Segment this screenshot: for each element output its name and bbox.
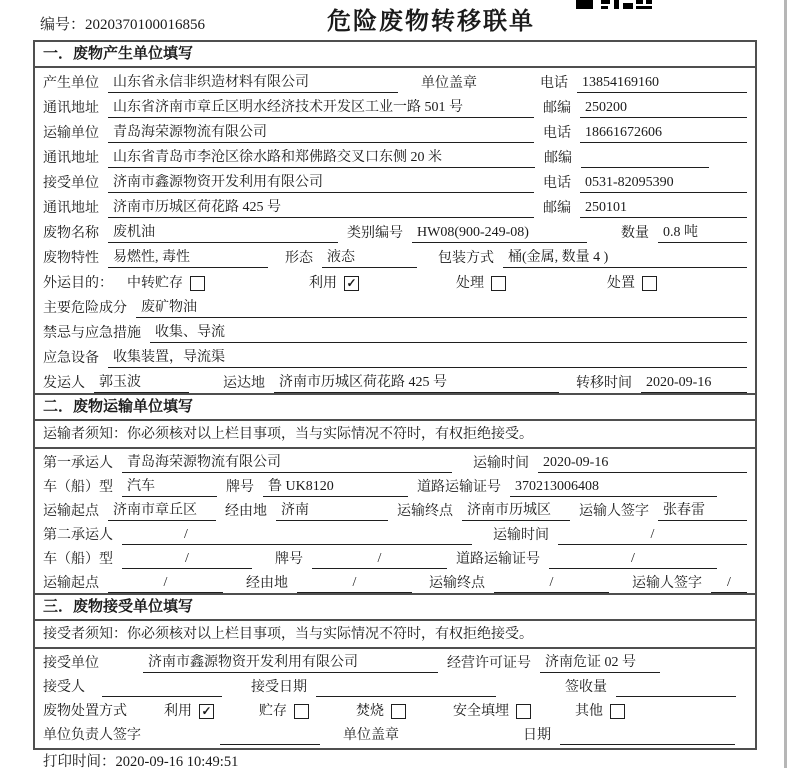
disposal-option-landfill <box>453 703 531 721</box>
carrier2-date-value: / <box>558 526 747 545</box>
route2-end-value: / <box>494 574 609 593</box>
vehicle1-license-value: 370213006408 <box>510 478 717 497</box>
unit-seal-label: 单位盖章 <box>421 76 477 91</box>
hazard-components-row <box>35 293 755 318</box>
field-label: 牌号 <box>275 552 303 567</box>
signature-row <box>35 721 755 745</box>
field-label: 转移时间 <box>576 376 632 391</box>
option-label: 焚烧 <box>356 704 384 719</box>
field-label: 运输终点 <box>397 504 453 519</box>
field-label: 外运目的： <box>43 276 113 291</box>
checkbox-icon <box>294 704 309 719</box>
field-label: 废物特性 <box>43 251 99 266</box>
option-label: 处理 <box>456 276 484 291</box>
receiver-row <box>35 168 755 193</box>
field-label: 运输时间 <box>473 456 529 471</box>
purpose-option-dispose <box>607 275 657 293</box>
carrier1-name-value: 青岛海荣源物流有限公司 <box>122 454 452 473</box>
field-label: 道路运输证号 <box>417 480 501 495</box>
destination-value: 济南市历城区荷花路 425 号 <box>274 374 559 393</box>
section2-heading: 二．废物运输单位填写 <box>35 393 755 421</box>
option-label: 其他 <box>575 704 603 719</box>
transporter-phone-value: 18661672606 <box>580 124 747 143</box>
route1-row <box>35 497 755 521</box>
field-label: 接受人 <box>43 680 85 695</box>
option-label: 利用 <box>164 704 192 719</box>
checkbox-checked-icon: ✓ <box>199 704 214 719</box>
waste-form-value: 液态 <box>322 249 417 268</box>
field-label: 发运人 <box>43 376 85 391</box>
emergency-equipment-value: 收集装置，导流渠 <box>108 349 747 368</box>
carrier2-name-value: / <box>122 526 472 545</box>
producer-phone-value: 13854169160 <box>577 74 747 93</box>
field-label: 日期 <box>523 728 551 743</box>
field-label: 道路运输证号 <box>456 552 540 567</box>
field-label: 通讯地址 <box>43 101 99 116</box>
transporter-name-value: 青岛海荣源物流有限公司 <box>108 124 534 143</box>
vehicle1-type-value: 汽车 <box>122 478 217 497</box>
dispatch-row <box>35 368 755 393</box>
unit-seal-label: 单位盖章 <box>343 728 399 743</box>
route1-signature-value: 张春雷 <box>658 502 747 521</box>
hazard-components-value: 废矿物油 <box>136 299 747 318</box>
field-label: 邮编 <box>543 101 572 116</box>
option-label: 贮存 <box>259 704 287 719</box>
route1-origin-value: 济南市章丘区 <box>108 502 216 521</box>
checkbox-icon <box>491 276 506 291</box>
responsible-signature-value <box>220 727 320 745</box>
field-label: 经营许可证号 <box>447 656 531 671</box>
transporter-zip-value <box>581 150 709 168</box>
field-label: 第一承运人 <box>43 456 113 471</box>
purpose-option-use <box>309 275 359 293</box>
field-label: 类别编号 <box>347 226 403 241</box>
carrier1-row <box>35 449 755 473</box>
field-label: 第二承运人 <box>43 528 113 543</box>
vehicle2-type-value: / <box>122 550 252 569</box>
purpose-option-storage <box>127 275 205 293</box>
option-label: 利用 <box>309 276 337 291</box>
field-label: 接受日期 <box>251 680 307 695</box>
option-label: 中转贮存 <box>127 276 183 291</box>
field-label: 通讯地址 <box>43 201 99 216</box>
field-label: 运输起点 <box>43 576 99 591</box>
receiver-phone-value: 0531-82095390 <box>580 174 747 193</box>
vehicle1-plate-value: 鲁 UK8120 <box>263 478 408 497</box>
producer-address-value: 山东省济南市章丘区明水经济技术开发区工业一路 501 号 <box>108 99 534 118</box>
field-label: 废物名称 <box>43 226 99 241</box>
purpose-option-treat <box>456 275 506 293</box>
manifest-form <box>33 40 757 750</box>
waste-name-row <box>35 218 755 243</box>
field-label: 产生单位 <box>43 76 99 91</box>
waste-code-value: HW08(900-249-08) <box>412 224 587 243</box>
vehicle2-row <box>35 545 755 569</box>
producer-zip-value: 250200 <box>580 99 747 118</box>
qr-code-fragment <box>576 0 652 10</box>
route2-via-value: / <box>297 574 412 593</box>
field-label: 形态 <box>285 251 313 266</box>
field-label: 废物处置方式 <box>43 704 127 719</box>
route1-end-value: 济南市历城区 <box>462 502 570 521</box>
serial-label: 编号： <box>40 17 86 33</box>
emergency-equipment-row <box>35 343 755 368</box>
carrier1-date-value: 2020-09-16 <box>538 454 747 473</box>
field-label: 接受单位 <box>43 656 99 671</box>
print-time-value: 2020-09-16 10:49:51 <box>115 754 239 768</box>
receiver-name-value: 济南市鑫源物资开发利用有限公司 <box>108 174 534 193</box>
emergency-measures-row <box>35 318 755 343</box>
section3-heading: 三．废物接受单位填写 <box>35 593 755 621</box>
option-label: 处置 <box>607 276 635 291</box>
field-label: 电话 <box>543 126 572 141</box>
waste-traits-row <box>35 243 755 268</box>
producer-name-value: 山东省永信非织造材料有限公司 <box>108 74 398 93</box>
sign-date-value <box>560 727 735 745</box>
transporter-address-value: 山东省青岛市李沧区徐水路和郑佛路交叉口东侧 20 米 <box>108 149 535 168</box>
field-label: 运输起点 <box>43 504 99 519</box>
accept-person-row <box>35 673 755 697</box>
field-label: 应急设备 <box>43 351 99 366</box>
transfer-purpose-row <box>35 268 755 293</box>
field-label: 电话 <box>540 76 568 91</box>
receiver-notice: 接受者须知：你必须核对以上栏目事项，当与实际情况不符时，有权拒绝接受。 <box>35 621 755 649</box>
field-label: 接受单位 <box>43 176 99 191</box>
waste-quantity-value: 0.8 吨 <box>658 224 747 243</box>
print-time-label: 打印时间： <box>43 754 116 768</box>
waste-packaging-value: 桶(金属, 数量 4 ) <box>503 249 747 268</box>
field-label: 经由地 <box>225 504 267 519</box>
option-label: 安全填埋 <box>453 704 509 719</box>
route1-via-value: 济南 <box>276 502 388 521</box>
checkbox-icon <box>391 704 406 719</box>
carrier2-row <box>35 521 755 545</box>
dispatcher-value: 郭玉波 <box>94 374 189 393</box>
section1-heading: 一．废物产生单位填写 <box>35 42 755 68</box>
field-label: 邮编 <box>543 201 572 216</box>
transporter-notice: 运输者须知：你必须核对以上栏目事项，当与实际情况不符时，有权拒绝接受。 <box>35 421 755 449</box>
producer-address-row <box>35 93 755 118</box>
vehicle1-row <box>35 473 755 497</box>
field-label: 牌号 <box>226 480 254 495</box>
field-label: 单位负责人签字 <box>43 728 141 743</box>
field-label: 运输时间 <box>493 528 549 543</box>
field-label: 邮编 <box>543 151 572 166</box>
route2-origin-value: / <box>108 574 223 593</box>
checkbox-icon <box>190 276 205 291</box>
disposal-option-use <box>164 703 214 721</box>
checkbox-icon <box>610 704 625 719</box>
field-label: 数量 <box>621 226 649 241</box>
accept-unit-value: 济南市鑫源物资开发利用有限公司 <box>143 654 438 673</box>
checkbox-icon <box>516 704 531 719</box>
transporter-row <box>35 118 755 143</box>
accept-person-value <box>102 679 222 697</box>
disposal-option-storage <box>259 703 309 721</box>
receiver-zip-value: 250101 <box>580 199 747 218</box>
vehicle2-license-value: / <box>549 550 717 569</box>
field-label: 车（船）型 <box>43 480 113 495</box>
serial-value: 2020370100016856 <box>85 17 206 33</box>
field-label: 车（船）型 <box>43 552 113 567</box>
vehicle2-plate-value: / <box>312 550 447 569</box>
field-label: 主要危险成分 <box>43 301 127 316</box>
route2-signature-value: / <box>711 574 747 593</box>
producer-row <box>35 68 755 93</box>
field-label: 签收量 <box>565 680 607 695</box>
field-label: 电话 <box>543 176 572 191</box>
field-label: 经由地 <box>246 576 288 591</box>
emergency-measures-value: 收集、导流 <box>150 324 747 343</box>
transporter-address-row <box>35 143 755 168</box>
receiver-address-row <box>35 193 755 218</box>
field-label: 运输单位 <box>43 126 99 141</box>
receiver-address-value: 济南市历城区荷花路 425 号 <box>108 199 534 218</box>
accept-date-value <box>316 679 496 697</box>
checkbox-checked-icon: ✓ <box>344 276 359 291</box>
transfer-date-value: 2020-09-16 <box>641 374 747 393</box>
page-edge-line <box>784 0 787 768</box>
operating-license-value: 济南危证 02 号 <box>540 654 660 673</box>
disposal-option-incinerate <box>356 703 406 721</box>
print-time <box>43 750 238 768</box>
field-label: 通讯地址 <box>43 151 99 166</box>
waste-traits-value: 易燃性, 毒性 <box>108 249 268 268</box>
waste-name-value: 废机油 <box>108 224 338 243</box>
received-quantity-value <box>616 679 736 697</box>
field-label: 运达地 <box>223 376 265 391</box>
page-title: 危险废物转移联单 <box>327 9 535 35</box>
field-label: 运输人签字 <box>632 576 702 591</box>
field-label: 运输终点 <box>429 576 485 591</box>
field-label: 禁忌与应急措施 <box>43 326 141 341</box>
accept-unit-row <box>35 649 755 673</box>
disposal-option-other <box>575 703 625 721</box>
checkbox-icon <box>642 276 657 291</box>
field-label: 包装方式 <box>438 251 494 266</box>
field-label: 运输人签字 <box>579 504 649 519</box>
disposal-method-row <box>35 697 755 721</box>
route2-row <box>35 569 755 593</box>
